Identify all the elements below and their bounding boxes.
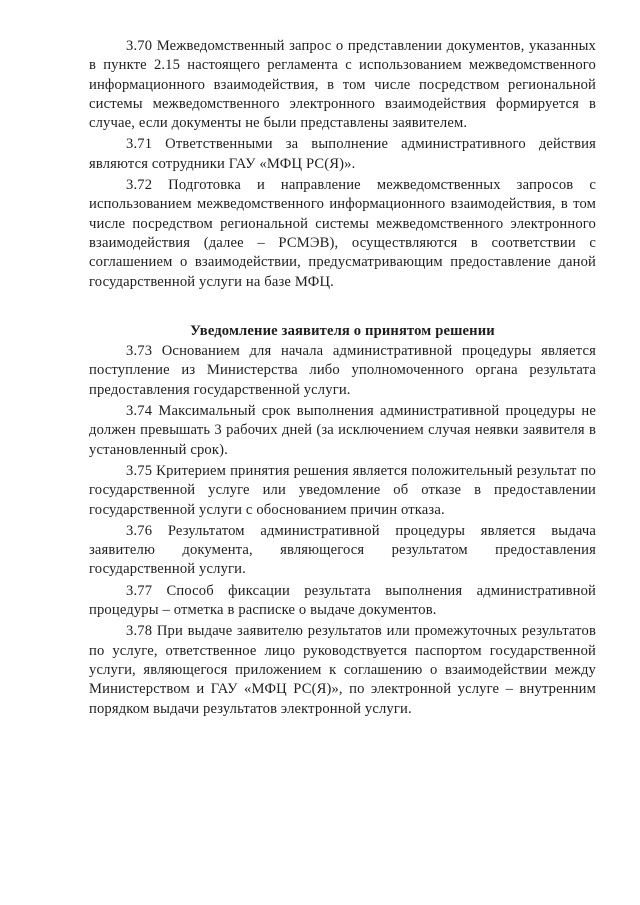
paragraph-3-75: 3.75 Критерием принятия решения является положительный результат по государственной услуге или уведомление об отказе в предоставлении государственной услуги с обоснованием причин отказа. (89, 462, 596, 518)
paragraph-3-72: 3.72 Подготовка и направление межведомственных запросов с использованием межведомственного информационного взаимодействия, в том числе посредством региональной системы межведомственного электронного взаимодействия (далее – РСМЭВ), осуществляются в соответствии с соглашением о взаимодействии, предусматривающим предоставление даной государственной услуги на базе МФЦ. (89, 177, 596, 290)
paragraph-3-77: 3.77 Способ фиксации результата выполнения административной процедуры – отметка в расписке о выдаче документов. (89, 582, 596, 619)
paragraph-3-70: 3.70 Межведомственный запрос о представлении документов, указанных в пункте 2.15 настоящего регламента с использованием межведомственного информационного взаимодействия, в том числе посредством региональной системы межведомственного электронного взаимодействия формируется в случае, если документы не были представлены заявителем. (89, 38, 596, 132)
paragraph-3-76: 3.76 Результатом административной процедуры является выдача заявителю документа, являющегося результатом предоставления государственной услуги. (89, 522, 596, 578)
paragraph-3-74: 3.74 Максимальный срок выполнения административной процедуры не должен превышать 3 рабочих дней (за исключением случая неявки заявителя в установленный срок). (89, 403, 596, 458)
document-body (89, 37, 596, 719)
paragraph-3-73: 3.73 Основанием для начала административной процедуры является поступление из Министерства либо уполномоченного органа результата предоставления государственной услуги. (89, 343, 596, 398)
paragraph-3-78: 3.78 При выдаче заявителю результатов или промежуточных результатов по услуге, ответственное лицо руководствуется паспортом государственной услуги, являющегося приложением к соглашению о взаимодействии между Министерством и ГАУ «МФЦ РС(Я)», по электронной услуге – внутренним порядком выдачи результатов электронной услуги. (89, 623, 596, 717)
paragraph-3-71: 3.71 Ответственными за выполнение административного действия являются сотрудники ГАУ «МФЦ РС(Я)». (89, 136, 596, 172)
section-heading: Уведомление заявителя о принятом решении (190, 322, 495, 339)
